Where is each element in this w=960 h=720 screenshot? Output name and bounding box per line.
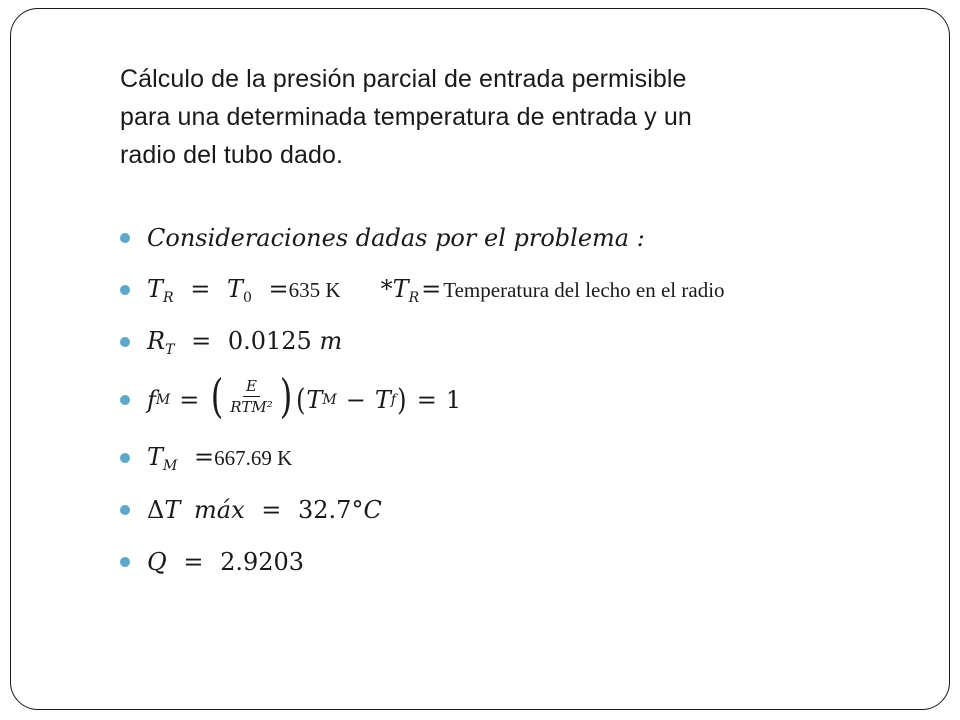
fm-fraction — [227, 376, 275, 417]
t0-sub: 0 — [242, 289, 252, 306]
title-line-2: para una determinada temperatura de entrada y un — [120, 103, 692, 131]
title-line-1: Cálculo de la presión parcial de entrada permisible — [120, 65, 687, 93]
q-value: 2.9203 — [220, 548, 305, 576]
tm-sub: M — [163, 457, 178, 474]
fm-t2: T — [374, 386, 391, 414]
bullet-fm: f M = ( $\frac{E}{\text{RTM²}}$ ) ( T M − T f ) = 1 — [120, 368, 920, 432]
bullet-tr-t0: $T_R = T_0$ = 635 K * $T_R$ = Temperatura del lecho en el radio — [120, 264, 920, 316]
rt-unit: m — [319, 326, 343, 355]
note-sub: R — [408, 289, 420, 306]
rt-var: R — [147, 326, 166, 355]
fm-sub: M — [155, 392, 171, 408]
fm-t2-sub: f — [390, 392, 397, 408]
rt-value: 0.0125 — [227, 326, 312, 355]
bullet-considerations — [120, 212, 920, 264]
bullet-dot-icon — [120, 233, 130, 243]
bullet-list — [120, 212, 920, 588]
note-star: * — [380, 274, 393, 303]
delta-word: máx — [194, 496, 245, 524]
tr-value: 635 K — [288, 277, 341, 302]
considerations-text: Consideraciones dadas por el problema : — [147, 224, 645, 252]
tm-value: 667.69 K — [214, 445, 293, 470]
bullet-dot-icon — [120, 337, 130, 347]
bullet-dot-icon — [120, 505, 130, 515]
fm-numerator: E — [243, 376, 260, 397]
t0-var: T — [226, 274, 243, 303]
slide-title — [120, 60, 880, 174]
tr-var: T — [147, 274, 164, 303]
bullet-dot-icon — [120, 285, 130, 295]
fm-t1: T — [306, 386, 323, 414]
bullet-dot-icon — [120, 557, 130, 567]
bullet-delta-t: ΔT máx = 32.7°C — [120, 484, 920, 536]
fm-denominator: RTM² — [230, 397, 273, 416]
delta-value: 32.7° — [298, 496, 364, 524]
delta-symbol: Δ — [147, 496, 165, 524]
bullet-dot-icon — [120, 453, 130, 463]
bullet-tm: $T_M$ = 667.69 K — [120, 432, 920, 484]
bullet-q: Q = 2.9203 — [120, 536, 920, 588]
note-var: T — [392, 274, 409, 303]
q-var: Q — [147, 548, 167, 576]
tm-var: T — [147, 442, 164, 471]
bullet-dot-icon — [120, 395, 130, 405]
delta-unit: C — [363, 496, 382, 524]
tr-sub: R — [163, 289, 174, 306]
rt-sub: T — [165, 341, 175, 358]
bullet-rt: $R_T = 0.0125$ m — [120, 316, 920, 368]
fm-t1-sub: M — [322, 392, 337, 408]
fm-var: f — [147, 386, 156, 414]
delta-var: T — [164, 496, 181, 524]
fm-result: 1 — [445, 386, 462, 414]
title-line-3: radio del tubo dado. — [120, 141, 344, 169]
note-text: Temperatura del lecho en el radio — [443, 277, 725, 302]
